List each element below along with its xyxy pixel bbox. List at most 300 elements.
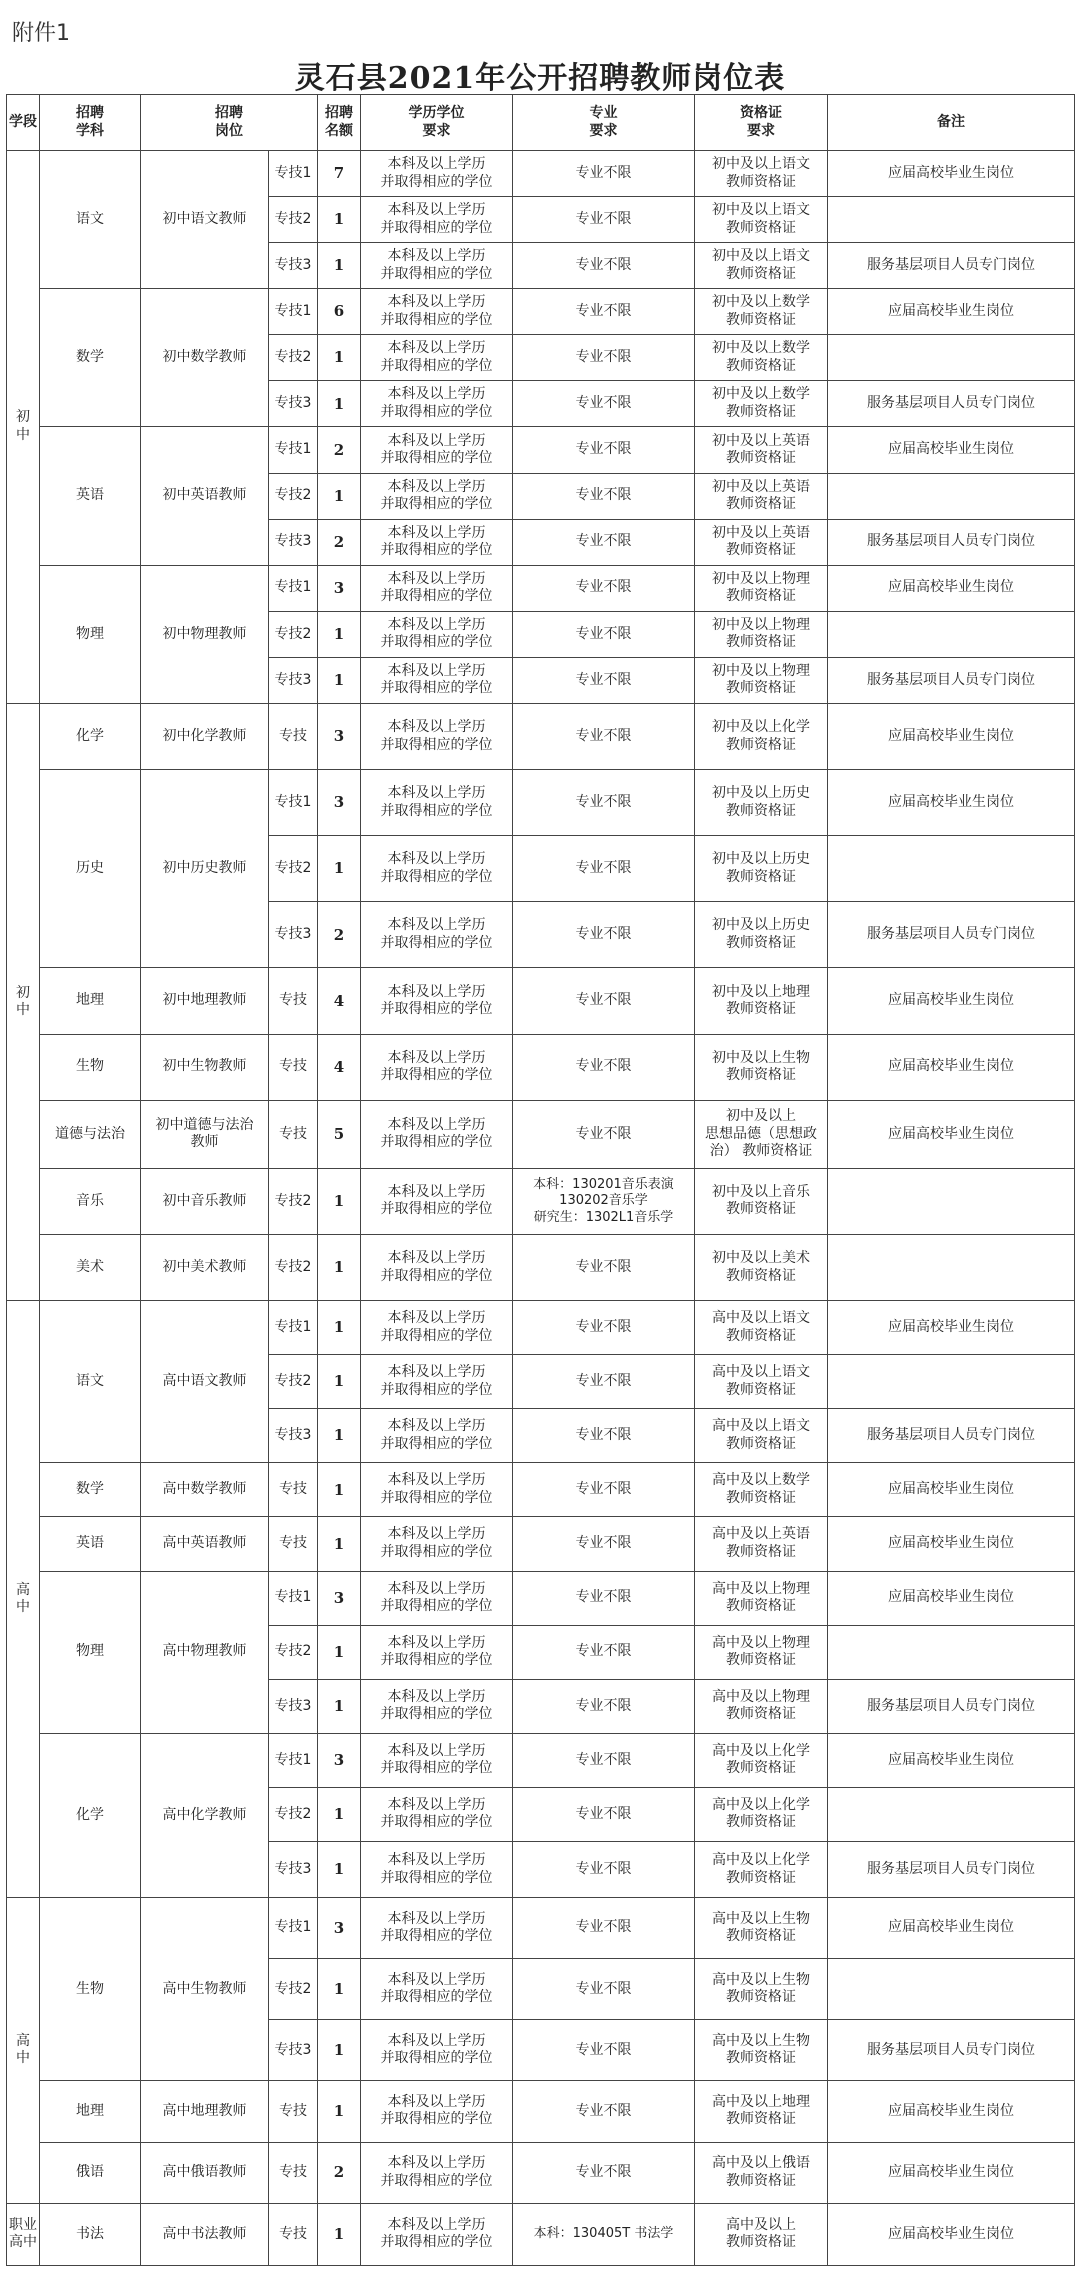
education-cell: 本科及以上学历 并取得相应的学位 <box>361 836 513 902</box>
cert-cell: 高中及以上生物 教师资格证 <box>695 1898 828 1959</box>
subject-cell: 音乐 <box>40 1168 141 1234</box>
page-title: 灵石县2021年公开招聘教师岗位表 <box>294 61 786 96</box>
table-row <box>7 1898 1075 1959</box>
education-cell: 本科及以上学历 并取得相应的学位 <box>361 335 513 381</box>
cert-cell: 高中及以上语文 教师资格证 <box>695 1409 828 1463</box>
education-cell: 本科及以上学历 并取得相应的学位 <box>361 1517 513 1571</box>
position-code-cell: 专技3 <box>269 1409 318 1463</box>
count-cell: 2 <box>318 427 361 473</box>
note-cell <box>828 611 1075 657</box>
table-row <box>7 1100 1075 1168</box>
cert-cell: 高中及以上化学 教师资格证 <box>695 1733 828 1787</box>
table-row <box>7 565 1075 611</box>
subject-cell: 书法 <box>40 2203 141 2265</box>
major-cell: 专业不限 <box>513 902 695 968</box>
education-cell: 本科及以上学历 并取得相应的学位 <box>361 968 513 1034</box>
major-cell: 专业不限 <box>513 2020 695 2081</box>
table-row <box>7 968 1075 1034</box>
education-cell: 本科及以上学历 并取得相应的学位 <box>361 427 513 473</box>
position-code-cell: 专技2 <box>269 1355 318 1409</box>
position-cell: 初中历史教师 <box>141 770 269 968</box>
major-cell: 专业不限 <box>513 1842 695 1898</box>
cert-cell: 高中及以上数学 教师资格证 <box>695 1463 828 1517</box>
cert-cell: 初中及以上美术 教师资格证 <box>695 1234 828 1300</box>
major-cell: 专业不限 <box>513 657 695 703</box>
major-cell: 专业不限 <box>513 1034 695 1100</box>
education-cell: 本科及以上学历 并取得相应的学位 <box>361 1733 513 1787</box>
position-code-cell: 专技2 <box>269 1168 318 1234</box>
count-cell: 1 <box>318 1842 361 1898</box>
cert-cell: 初中及以上物理 教师资格证 <box>695 565 828 611</box>
education-cell: 本科及以上学历 并取得相应的学位 <box>361 2203 513 2265</box>
education-cell: 本科及以上学历 并取得相应的学位 <box>361 2081 513 2142</box>
position-code-cell: 专技2 <box>269 836 318 902</box>
cert-cell: 高中及以上生物 教师资格证 <box>695 2020 828 2081</box>
position-cell: 初中化学教师 <box>141 703 269 769</box>
header-cert: 资格证 要求 <box>695 95 828 151</box>
cert-cell: 初中及以上英语 教师资格证 <box>695 519 828 565</box>
major-cell: 专业不限 <box>513 473 695 519</box>
cert-cell: 初中及以上生物 教师资格证 <box>695 1034 828 1100</box>
note-cell <box>828 1234 1075 1300</box>
major-cell: 专业不限 <box>513 1234 695 1300</box>
position-cell: 高中化学教师 <box>141 1733 269 1897</box>
major-cell: 专业不限 <box>513 1100 695 1168</box>
note-cell: 服务基层项目人员专门岗位 <box>828 657 1075 703</box>
cert-cell: 高中及以上物理 教师资格证 <box>695 1571 828 1625</box>
major-cell: 专业不限 <box>513 968 695 1034</box>
position-code-cell: 专技1 <box>269 1898 318 1959</box>
table-row <box>7 2203 1075 2265</box>
education-cell: 本科及以上学历 并取得相应的学位 <box>361 1571 513 1625</box>
major-cell: 专业不限 <box>513 197 695 243</box>
education-cell: 本科及以上学历 并取得相应的学位 <box>361 1168 513 1234</box>
count-cell: 3 <box>318 1733 361 1787</box>
attachment-label: 附件1 <box>12 21 70 46</box>
cert-cell: 高中及以上 教师资格证 <box>695 2203 828 2265</box>
major-cell: 专业不限 <box>513 1301 695 1355</box>
major-cell: 专业不限 <box>513 151 695 197</box>
subject-cell: 语文 <box>40 151 141 289</box>
note-cell: 应届高校毕业生岗位 <box>828 1301 1075 1355</box>
stage-cell: 职业 高中 <box>7 2203 40 2265</box>
note-cell: 服务基层项目人员专门岗位 <box>828 519 1075 565</box>
education-cell: 本科及以上学历 并取得相应的学位 <box>361 1959 513 2020</box>
subject-cell: 英语 <box>40 1517 141 1571</box>
note-cell <box>828 1787 1075 1841</box>
position-code-cell: 专技3 <box>269 902 318 968</box>
position-code-cell: 专技 <box>269 2081 318 2142</box>
education-cell: 本科及以上学历 并取得相应的学位 <box>361 1234 513 1300</box>
count-cell: 1 <box>318 473 361 519</box>
education-cell: 本科及以上学历 并取得相应的学位 <box>361 381 513 427</box>
education-cell: 本科及以上学历 并取得相应的学位 <box>361 1625 513 1679</box>
major-cell: 专业不限 <box>513 519 695 565</box>
major-cell: 专业不限 <box>513 2142 695 2203</box>
note-cell: 服务基层项目人员专门岗位 <box>828 243 1075 289</box>
position-code-cell: 专技1 <box>269 565 318 611</box>
subject-cell: 化学 <box>40 1733 141 1897</box>
recruitment-table <box>6 94 1075 2266</box>
subject-cell: 地理 <box>40 2081 141 2142</box>
table-row <box>7 1463 1075 1517</box>
position-code-cell: 专技 <box>269 1463 318 1517</box>
table-row <box>7 1571 1075 1625</box>
note-cell: 服务基层项目人员专门岗位 <box>828 902 1075 968</box>
education-cell: 本科及以上学历 并取得相应的学位 <box>361 1787 513 1841</box>
count-cell: 4 <box>318 1034 361 1100</box>
position-code-cell: 专技3 <box>269 1842 318 1898</box>
position-cell: 初中语文教师 <box>141 151 269 289</box>
count-cell: 1 <box>318 1234 361 1300</box>
count-cell: 6 <box>318 289 361 335</box>
position-cell: 初中物理教师 <box>141 565 269 703</box>
table-row <box>7 427 1075 473</box>
note-cell: 应届高校毕业生岗位 <box>828 1733 1075 1787</box>
education-cell: 本科及以上学历 并取得相应的学位 <box>361 2020 513 2081</box>
note-cell: 应届高校毕业生岗位 <box>828 703 1075 769</box>
table-row <box>7 1034 1075 1100</box>
header-education: 学历学位 要求 <box>361 95 513 151</box>
cert-cell: 高中及以上英语 教师资格证 <box>695 1517 828 1571</box>
position-cell: 高中语文教师 <box>141 1301 269 1463</box>
count-cell: 1 <box>318 1787 361 1841</box>
note-cell: 应届高校毕业生岗位 <box>828 1100 1075 1168</box>
table-body <box>7 151 1075 2266</box>
major-cell: 专业不限 <box>513 1787 695 1841</box>
major-cell: 专业不限 <box>513 1571 695 1625</box>
count-cell: 1 <box>318 381 361 427</box>
count-cell: 1 <box>318 1463 361 1517</box>
position-cell: 初中英语教师 <box>141 427 269 565</box>
cert-cell: 初中及以上语文 教师资格证 <box>695 197 828 243</box>
note-cell <box>828 836 1075 902</box>
cert-cell: 高中及以上语文 教师资格证 <box>695 1301 828 1355</box>
table-row <box>7 2142 1075 2203</box>
position-code-cell: 专技2 <box>269 1787 318 1841</box>
subject-cell: 地理 <box>40 968 141 1034</box>
cert-cell: 初中及以上历史 教师资格证 <box>695 770 828 836</box>
education-cell: 本科及以上学历 并取得相应的学位 <box>361 1679 513 1733</box>
cert-cell: 初中及以上数学 教师资格证 <box>695 335 828 381</box>
position-code-cell: 专技1 <box>269 770 318 836</box>
subject-cell: 美术 <box>40 1234 141 1300</box>
note-cell: 服务基层项目人员专门岗位 <box>828 1409 1075 1463</box>
header-count: 招聘 名额 <box>318 95 361 151</box>
position-code-cell: 专技 <box>269 1100 318 1168</box>
table-header-row <box>7 95 1075 151</box>
stage-cell: 高 中 <box>7 1898 40 2204</box>
cert-cell: 初中及以上英语 教师资格证 <box>695 427 828 473</box>
cert-cell: 初中及以上 思想品德（思想政 治） 教师资格证 <box>695 1100 828 1168</box>
header-stage: 学段 <box>7 95 40 151</box>
position-code-cell: 专技1 <box>269 1301 318 1355</box>
count-cell: 1 <box>318 1625 361 1679</box>
count-cell: 2 <box>318 519 361 565</box>
count-cell: 1 <box>318 1517 361 1571</box>
position-cell: 高中物理教师 <box>141 1571 269 1733</box>
count-cell: 1 <box>318 836 361 902</box>
count-cell: 1 <box>318 1959 361 2020</box>
table-row <box>7 770 1075 836</box>
note-cell: 应届高校毕业生岗位 <box>828 2081 1075 2142</box>
position-code-cell: 专技 <box>269 703 318 769</box>
position-code-cell: 专技3 <box>269 243 318 289</box>
cert-cell: 初中及以上音乐 教师资格证 <box>695 1168 828 1234</box>
count-cell: 7 <box>318 151 361 197</box>
subject-cell: 语文 <box>40 1301 141 1463</box>
cert-cell: 初中及以上历史 教师资格证 <box>695 836 828 902</box>
education-cell: 本科及以上学历 并取得相应的学位 <box>361 289 513 335</box>
stage-cell: 初 中 <box>7 151 40 704</box>
cert-cell: 初中及以上语文 教师资格证 <box>695 151 828 197</box>
major-cell: 专业不限 <box>513 836 695 902</box>
major-cell: 专业不限 <box>513 1625 695 1679</box>
note-cell: 应届高校毕业生岗位 <box>828 2203 1075 2265</box>
position-code-cell: 专技3 <box>269 1679 318 1733</box>
position-code-cell: 专技3 <box>269 519 318 565</box>
major-cell: 专业不限 <box>513 427 695 473</box>
position-cell: 初中音乐教师 <box>141 1168 269 1234</box>
count-cell: 1 <box>318 1409 361 1463</box>
note-cell: 服务基层项目人员专门岗位 <box>828 1679 1075 1733</box>
count-cell: 1 <box>318 243 361 289</box>
note-cell: 应届高校毕业生岗位 <box>828 1571 1075 1625</box>
table-row <box>7 703 1075 769</box>
note-cell: 应届高校毕业生岗位 <box>828 151 1075 197</box>
position-cell: 高中地理教师 <box>141 2081 269 2142</box>
table-row <box>7 151 1075 197</box>
note-cell: 应届高校毕业生岗位 <box>828 1034 1075 1100</box>
education-cell: 本科及以上学历 并取得相应的学位 <box>361 197 513 243</box>
position-cell: 高中生物教师 <box>141 1898 269 2081</box>
position-cell: 初中地理教师 <box>141 968 269 1034</box>
cert-cell: 初中及以上英语 教师资格证 <box>695 473 828 519</box>
major-cell: 专业不限 <box>513 565 695 611</box>
position-code-cell: 专技2 <box>269 1234 318 1300</box>
position-cell: 初中生物教师 <box>141 1034 269 1100</box>
count-cell: 1 <box>318 197 361 243</box>
position-code-cell: 专技2 <box>269 473 318 519</box>
count-cell: 3 <box>318 565 361 611</box>
subject-cell: 道德与法治 <box>40 1100 141 1168</box>
major-cell: 专业不限 <box>513 1898 695 1959</box>
subject-cell: 历史 <box>40 770 141 968</box>
major-cell: 专业不限 <box>513 611 695 657</box>
cert-cell: 初中及以上物理 教师资格证 <box>695 611 828 657</box>
education-cell: 本科及以上学历 并取得相应的学位 <box>361 1463 513 1517</box>
cert-cell: 高中及以上化学 教师资格证 <box>695 1787 828 1841</box>
position-code-cell: 专技2 <box>269 335 318 381</box>
major-cell: 专业不限 <box>513 703 695 769</box>
position-code-cell: 专技1 <box>269 151 318 197</box>
subject-cell: 化学 <box>40 703 141 769</box>
major-cell: 专业不限 <box>513 1733 695 1787</box>
education-cell: 本科及以上学历 并取得相应的学位 <box>361 519 513 565</box>
count-cell: 3 <box>318 770 361 836</box>
subject-cell: 俄语 <box>40 2142 141 2203</box>
cert-cell: 初中及以上历史 教师资格证 <box>695 902 828 968</box>
position-code-cell: 专技1 <box>269 427 318 473</box>
cert-cell: 高中及以上生物 教师资格证 <box>695 1959 828 2020</box>
position-code-cell: 专技3 <box>269 657 318 703</box>
note-cell <box>828 473 1075 519</box>
note-cell <box>828 335 1075 381</box>
position-code-cell: 专技 <box>269 1034 318 1100</box>
count-cell: 1 <box>318 1355 361 1409</box>
count-cell: 1 <box>318 2203 361 2265</box>
education-cell: 本科及以上学历 并取得相应的学位 <box>361 473 513 519</box>
education-cell: 本科及以上学历 并取得相应的学位 <box>361 1842 513 1898</box>
count-cell: 1 <box>318 1168 361 1234</box>
cert-cell: 高中及以上地理 教师资格证 <box>695 2081 828 2142</box>
position-code-cell: 专技 <box>269 2203 318 2265</box>
subject-cell: 生物 <box>40 1034 141 1100</box>
position-code-cell: 专技 <box>269 1517 318 1571</box>
major-cell: 专业不限 <box>513 1409 695 1463</box>
position-code-cell: 专技1 <box>269 289 318 335</box>
cert-cell: 初中及以上语文 教师资格证 <box>695 243 828 289</box>
count-cell: 3 <box>318 1898 361 1959</box>
major-cell: 本科：130405T 书法学 <box>513 2203 695 2265</box>
header-major: 专业 要求 <box>513 95 695 151</box>
education-cell: 本科及以上学历 并取得相应的学位 <box>361 1409 513 1463</box>
position-cell: 高中书法教师 <box>141 2203 269 2265</box>
major-cell: 本科：130201音乐表演 130202音乐学 研究生：1302L1音乐学 <box>513 1168 695 1234</box>
table-row <box>7 1733 1075 1787</box>
education-cell: 本科及以上学历 并取得相应的学位 <box>361 657 513 703</box>
count-cell: 1 <box>318 2020 361 2081</box>
subject-cell: 物理 <box>40 565 141 703</box>
note-cell: 应届高校毕业生岗位 <box>828 289 1075 335</box>
note-cell <box>828 1625 1075 1679</box>
major-cell: 专业不限 <box>513 289 695 335</box>
subject-cell: 英语 <box>40 427 141 565</box>
position-code-cell: 专技1 <box>269 1733 318 1787</box>
position-cell: 高中数学教师 <box>141 1463 269 1517</box>
position-code-cell: 专技1 <box>269 1571 318 1625</box>
major-cell: 专业不限 <box>513 1517 695 1571</box>
education-cell: 本科及以上学历 并取得相应的学位 <box>361 565 513 611</box>
count-cell: 5 <box>318 1100 361 1168</box>
major-cell: 专业不限 <box>513 1463 695 1517</box>
note-cell: 应届高校毕业生岗位 <box>828 1463 1075 1517</box>
count-cell: 1 <box>318 1301 361 1355</box>
note-cell: 应届高校毕业生岗位 <box>828 968 1075 1034</box>
stage-cell: 高 中 <box>7 1301 40 1898</box>
major-cell: 专业不限 <box>513 1679 695 1733</box>
education-cell: 本科及以上学历 并取得相应的学位 <box>361 2142 513 2203</box>
table-row <box>7 1301 1075 1355</box>
subject-cell: 生物 <box>40 1898 141 2081</box>
note-cell: 服务基层项目人员专门岗位 <box>828 381 1075 427</box>
note-cell <box>828 197 1075 243</box>
note-cell: 应届高校毕业生岗位 <box>828 1898 1075 1959</box>
note-cell <box>828 1355 1075 1409</box>
position-cell: 初中道德与法治 教师 <box>141 1100 269 1168</box>
position-code-cell: 专技2 <box>269 1625 318 1679</box>
position-code-cell: 专技3 <box>269 381 318 427</box>
count-cell: 1 <box>318 2081 361 2142</box>
header-subject: 招聘 学科 <box>40 95 141 151</box>
education-cell: 本科及以上学历 并取得相应的学位 <box>361 1898 513 1959</box>
subject-cell: 数学 <box>40 289 141 427</box>
major-cell: 专业不限 <box>513 335 695 381</box>
note-cell: 应届高校毕业生岗位 <box>828 565 1075 611</box>
stage-cell: 初 中 <box>7 703 40 1300</box>
education-cell: 本科及以上学历 并取得相应的学位 <box>361 1301 513 1355</box>
count-cell: 4 <box>318 968 361 1034</box>
position-code-cell: 专技3 <box>269 2020 318 2081</box>
table-row <box>7 1234 1075 1300</box>
position-code-cell: 专技 <box>269 2142 318 2203</box>
major-cell: 专业不限 <box>513 1355 695 1409</box>
major-cell: 专业不限 <box>513 2081 695 2142</box>
position-cell: 初中数学教师 <box>141 289 269 427</box>
note-cell: 应届高校毕业生岗位 <box>828 770 1075 836</box>
count-cell: 3 <box>318 703 361 769</box>
position-cell: 高中俄语教师 <box>141 2142 269 2203</box>
count-cell: 1 <box>318 611 361 657</box>
header-position: 招聘 岗位 <box>141 95 318 151</box>
education-cell: 本科及以上学历 并取得相应的学位 <box>361 1355 513 1409</box>
education-cell: 本科及以上学历 并取得相应的学位 <box>361 243 513 289</box>
subject-cell: 物理 <box>40 1571 141 1733</box>
cert-cell: 初中及以上数学 教师资格证 <box>695 381 828 427</box>
major-cell: 专业不限 <box>513 770 695 836</box>
education-cell: 本科及以上学历 并取得相应的学位 <box>361 151 513 197</box>
cert-cell: 高中及以上物理 教师资格证 <box>695 1625 828 1679</box>
major-cell: 专业不限 <box>513 381 695 427</box>
education-cell: 本科及以上学历 并取得相应的学位 <box>361 703 513 769</box>
education-cell: 本科及以上学历 并取得相应的学位 <box>361 902 513 968</box>
subject-cell: 数学 <box>40 1463 141 1517</box>
note-cell: 应届高校毕业生岗位 <box>828 1517 1075 1571</box>
education-cell: 本科及以上学历 并取得相应的学位 <box>361 1034 513 1100</box>
document-page <box>6 6 1074 2266</box>
cert-cell: 高中及以上语文 教师资格证 <box>695 1355 828 1409</box>
cert-cell: 初中及以上地理 教师资格证 <box>695 968 828 1034</box>
table-row <box>7 1168 1075 1234</box>
count-cell: 1 <box>318 1679 361 1733</box>
position-code-cell: 专技2 <box>269 1959 318 2020</box>
major-cell: 专业不限 <box>513 243 695 289</box>
education-cell: 本科及以上学历 并取得相应的学位 <box>361 770 513 836</box>
education-cell: 本科及以上学历 并取得相应的学位 <box>361 611 513 657</box>
cert-cell: 初中及以上化学 教师资格证 <box>695 703 828 769</box>
cert-cell: 高中及以上化学 教师资格证 <box>695 1842 828 1898</box>
cert-cell: 初中及以上物理 教师资格证 <box>695 657 828 703</box>
cert-cell: 高中及以上物理 教师资格证 <box>695 1679 828 1733</box>
position-code-cell: 专技 <box>269 968 318 1034</box>
header-note: 备注 <box>828 95 1075 151</box>
education-cell: 本科及以上学历 并取得相应的学位 <box>361 1100 513 1168</box>
table-row <box>7 2081 1075 2142</box>
position-code-cell: 专技2 <box>269 197 318 243</box>
table-row <box>7 1517 1075 1571</box>
major-cell: 专业不限 <box>513 1959 695 2020</box>
count-cell: 2 <box>318 2142 361 2203</box>
note-cell: 服务基层项目人员专门岗位 <box>828 1842 1075 1898</box>
count-cell: 2 <box>318 902 361 968</box>
count-cell: 3 <box>318 1571 361 1625</box>
note-cell: 应届高校毕业生岗位 <box>828 2142 1075 2203</box>
position-code-cell: 专技2 <box>269 611 318 657</box>
table-row <box>7 289 1075 335</box>
cert-cell: 初中及以上数学 教师资格证 <box>695 289 828 335</box>
position-cell: 初中美术教师 <box>141 1234 269 1300</box>
note-cell: 应届高校毕业生岗位 <box>828 427 1075 473</box>
